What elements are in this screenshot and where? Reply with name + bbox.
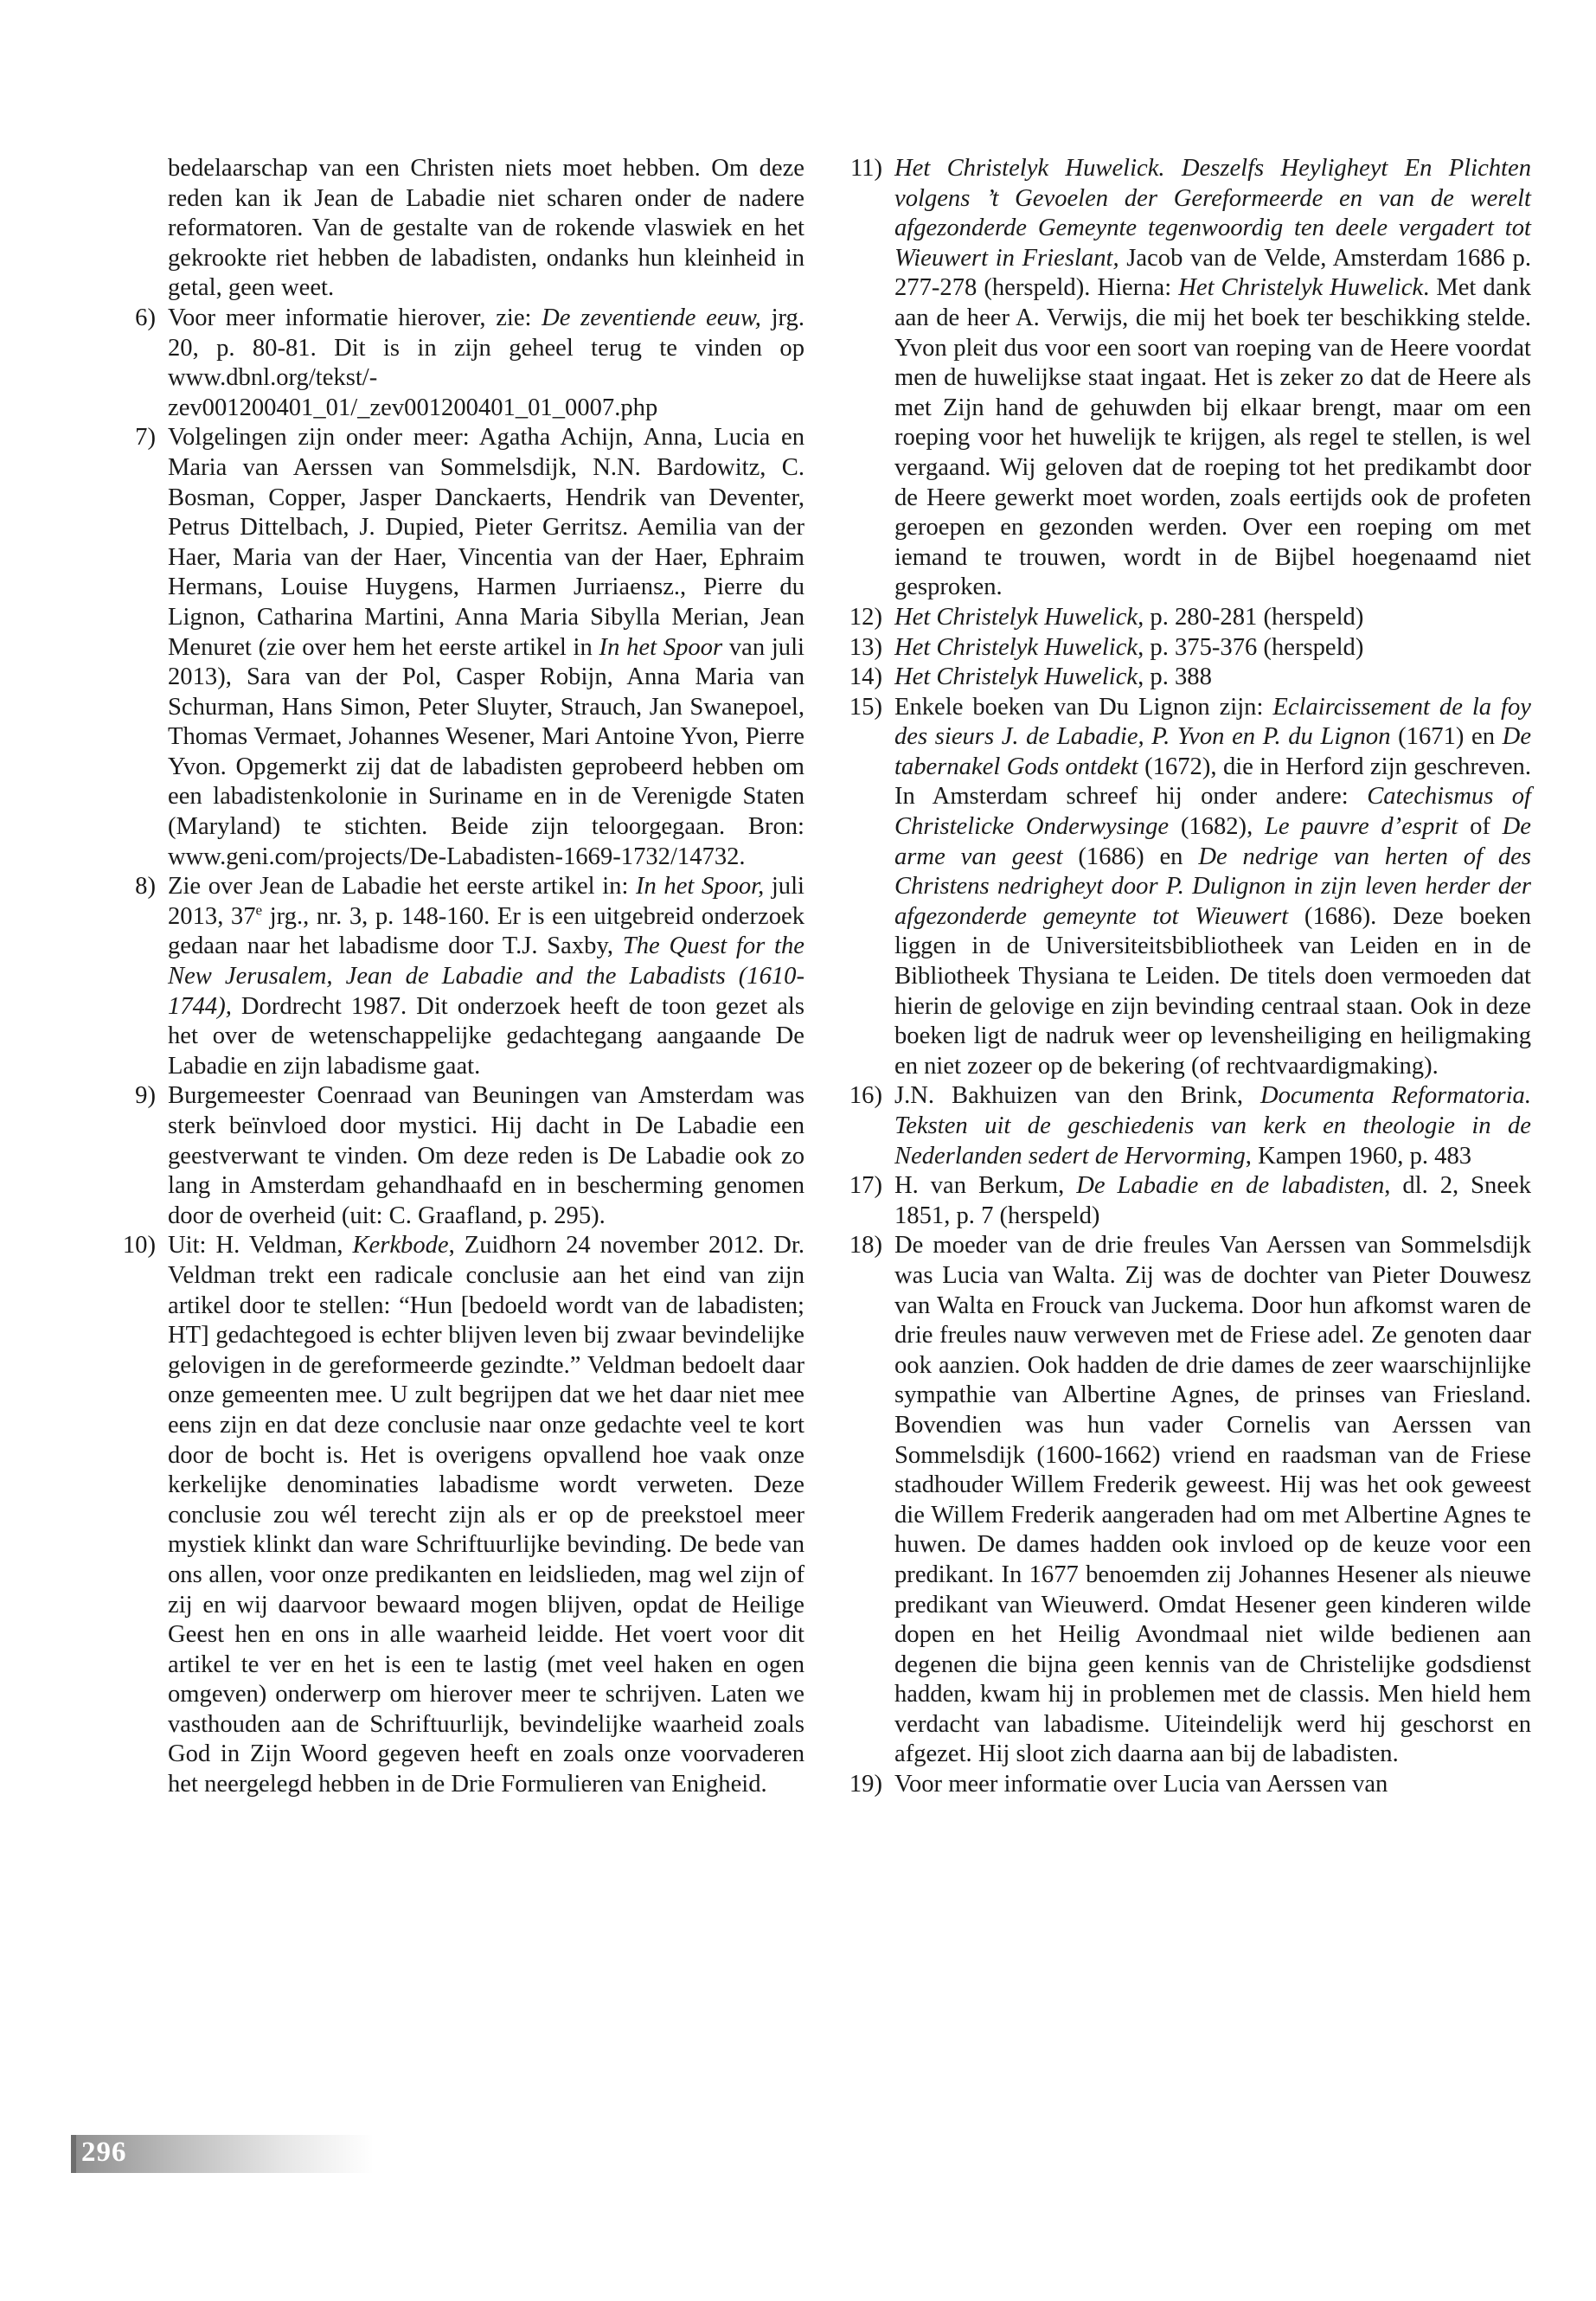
footnote-6: 6) Voor meer informatie hierover, zie: De zeventiende eeuw, jrg. 20, p. 80-81. Dit is in zijn geheel terug te vinden op www.dbnl.org/tekst/-zev001200401_01/_zev001200401_01_0007.php	[135, 304, 804, 421]
footnote-9: 9) Burgemeester Coenraad van Beuningen van Amsterdam was sterk beïnvloed door mystici. Hij dacht in De Labadie een geestverwant te vinden. Om deze reden is De Labadie ook zo lang in Amsterdam gehandhaafd en in bescherming genomen door de overheid (uit: C. Graafland, p. 295).	[135, 1082, 804, 1229]
footnote-12: 12) Het Christelyk Huwelick, p. 280-281 (herspeld)	[849, 603, 1364, 631]
right-column	[841, 154, 1531, 1800]
footnote-7: 7) Volgelingen zijn onder meer: Agatha Achijn, Anna, Lucia en Maria van Aerssen van Sommelsdijk, N.N. Bardowitz, C. Bosman, Copper, Jasper Danckaerts, Hendrik van Deventer, Petrus Dittelbach, J. Dupied, Pieter Gerritsz. Aemilia van der Haer, Maria van der Haer, Vincentia van der Haer, Ephraim Hermans, Louise Huygens, Harmen Jurriaensz., Pierre du Lignon, Catharina Martini, Anna Maria Sibylla Merian, Jean Menuret (zie over hem het eerste artikel in In het Spoor van juli 2013), Sara van der Pol, Casper Robijn, Anna Maria van Schurman, Hans Simon, Peter Sluyter, Strauch, Jan Swanepoel, Thomas Vermaet, Johannes Wesener, Mari Antoine Yvon, Pierre Yvon. Opgemerkt zij dat de labadisten geprobeerd hebben om een labadistenkolonie in Suriname en in de Verenigde Staten (Maryland) te stichten. Beide zijn teloorgegaan. Bron: www.geni.com/projects/De-Labadisten-1669-1732/14732.	[135, 424, 804, 870]
page-number: 296	[81, 2137, 127, 2168]
footnote-18: 18) De moeder van de drie freules Van Aerssen van Sommelsdijk was Lucia van Walta. Zij was de dochter van Pieter Douwesz van Walta en Frouck van Juckema. Door hun afkomst waren de drie freules nauw verweven met de Friese adel. Ze genoten daar ook aanzien. Ook hadden de drie dames de zeer waarschijnlijke sympathie van Albertine Agnes, de prinses van Friesland. Bovendien was hun vader Cornelis van Aerssen van Sommelsdijk (1600-1662) vriend en raadsman van de Friese stadhouder Willem Frederik geweest. Hij was het ook geweest die Willem Frederik aangeraden had om met Albertine Agnes te huwen. De dames hadden ook invloed op de keuze voor een predikant. In 1677 benoemden zij Johannes Hesener als nieuwe predikant van Wieuwerd. Omdat Hesener geen kinderen wilde dopen en het Heilig Avondmaal niet wilde bedienen aan degenen die bijna geen kennis van de Christelijke godsdienst hadden, kwam hij in problemen met de classis. Men hield hem verdacht van labadisme. Uiteindelijk werd hij geschorst en afgezet. Hij sloot zich daarna aan bij de labadisten.	[849, 1232, 1531, 1768]
footnote-8: 8) Zie over Jean de Labadie het eerste artikel in: In het Spoor, juli 2013, 37e jrg., nr. 3, p. 148-160. Er is een uitgebreid onderzoek gedaan naar het labadisme door T.J. Saxby, The Quest for the New Jerusalem, Jean de Labadie and the Labadists (1610-1744), Dordrecht 1987. Dit onderzoek heeft de toon gezet als het over de wetenschappelijke gedachtegang aangaande De Labadie en zijn labadisme gaat.	[135, 873, 804, 1080]
left-column	[114, 154, 804, 1800]
footnote-11: 11) Het Christelyk Huwelick. Deszelfs Heyligheyt En Plichten volgens ’t Gevoelen der Gereformeerde en van de werelt afgezonderde Gemeynte tegenwoordig ten deele vergadert tot Wieuwert in Frieslant, Jacob van de Velde, Amsterdam 1686 p. 277-278 (herspeld). Hierna: Het Christelyk Huwelick. Met dank aan de heer A. Verwijs, die mij het boek ter beschikking stelde. Yvon pleit dus voor een soort van roeping van de Heere voordat men de huwelijkse staat ingaat. Het is zeker zo dat de Heere als met Zijn hand de gehuwden bij elkaar brengt, maar om een roeping voor het huwelijk te krijgen, als regel te stellen, is wel vergaand. Wij geloven dat de roeping tot het predikambt door de Heere gewerkt moet worden, zoals eertijds ook de profeten geroepen en gezonden werden. Over een roeping om met iemand te trouwen, wordt in de Bijbel hoegenaamd niet gesproken.	[849, 155, 1531, 601]
footnote-17: 17) H. van Berkum, De Labadie en de labadisten, dl. 2, Sneek 1851, p. 7 (herspeld)	[849, 1172, 1532, 1229]
footnote-16: 16) J.N. Bakhuizen van den Brink, Documenta Reformatoria. Teksten uit de geschiedenis van kerk en theologie in de Nederlanden sedert de Hervorming, Kampen 1960, p. 483	[849, 1082, 1531, 1170]
footnote-15: 15) Enkele boeken van Du Lignon zijn: Eclaircissement de la foy des sieurs J. de Labadie, P. Yvon en P. du Lignon (1671) en De tabernakel Gods ontdekt (1672), die in Herford zijn geschreven. In Amsterdam schreef hij onder andere: Catechismus of Christelicke Onderwysinge (1682), Le pauvre d’esprit of De arme van geest (1686) en De nedrige van herten of des Christens nedrigheyt door P. Dulignon in zijn leven herder der afgezonderde gemeynte tot Wieuwert (1686). Deze boeken liggen in de Universiteitsbibliotheek van Leiden en in de Bibliotheek Thysiana te Leiden. De titels doen vermoeden dat hierin de gelovige en zijn bevinding centraal staan. Ook in deze boeken ligt de nadruk weer op levensheiliging en heiligmaking en niet zozeer op de bekering (of rechtvaardigmaking).	[849, 693, 1532, 1080]
footnote-14: 14) Het Christelyk Huwelick, p. 388	[849, 663, 1212, 691]
footnote-continuation: bedelaarschap van een Christen niets moet hebben. Om deze reden kan ik Jean de Labadie niet scharen onder de nadere reformatoren. Van de gestalte van de rokende vlaswiek en het gekrookte riet hebben de labadisten, ondanks hun kleinheid in getal, geen weet.	[168, 155, 804, 302]
footnote-10: 10) Uit: H. Veldman, Kerkbode, Zuidhorn 24 november 2012. Dr. Veldman trekt een radicale conclusie aan het eind van zijn artikel door te stellen: “Hun [bedoeld wordt van de labadisten; HT] gedachtegoed is echter blijven leven bij zwaar bevindelijke gelovigen in de gereformeerde gezindte.” Veldman bedoelt daar onze gemeenten mee. U zult begrijpen dat we het daar niet mee eens zijn en dat deze conclusie naar onze gedachte veel te kort door de bocht is. Het is overigens opvallend hoe vaak onze kerkelijke denominaties labadisme wordt verweten. Deze conclusie zou wél terecht zijn als er op de preekstoel meer mystiek klinkt dan ware Schriftuurlijke bevinding. De bede van ons allen, voor onze predikanten en leidslieden, mag wel zijn of zij en wij daarvoor bewaard mogen blijven, opdat de Heilige Geest hen en ons in alle waarheid leidde. Het voert voor dit artikel te ver en het is een te lastig (met veel haken en ogen omgeven) onderwerp om hierover meer te schrijven. Laten we vasthouden aan de Schriftuurlijk, bevindelijke waarheid zoals God in Zijn Woord gegeven heeft en zoals onze voorvaderen het neergelegd hebben in de Drie Formulieren van Enigheid.	[122, 1232, 805, 1798]
page-footer-tick	[71, 2135, 76, 2173]
footnote-13: 13) Het Christelyk Huwelick, p. 375-376 (herspeld)	[849, 633, 1364, 661]
footnote-19: 19) Voor meer informatie over Lucia van Aerssen van	[849, 1771, 1388, 1798]
